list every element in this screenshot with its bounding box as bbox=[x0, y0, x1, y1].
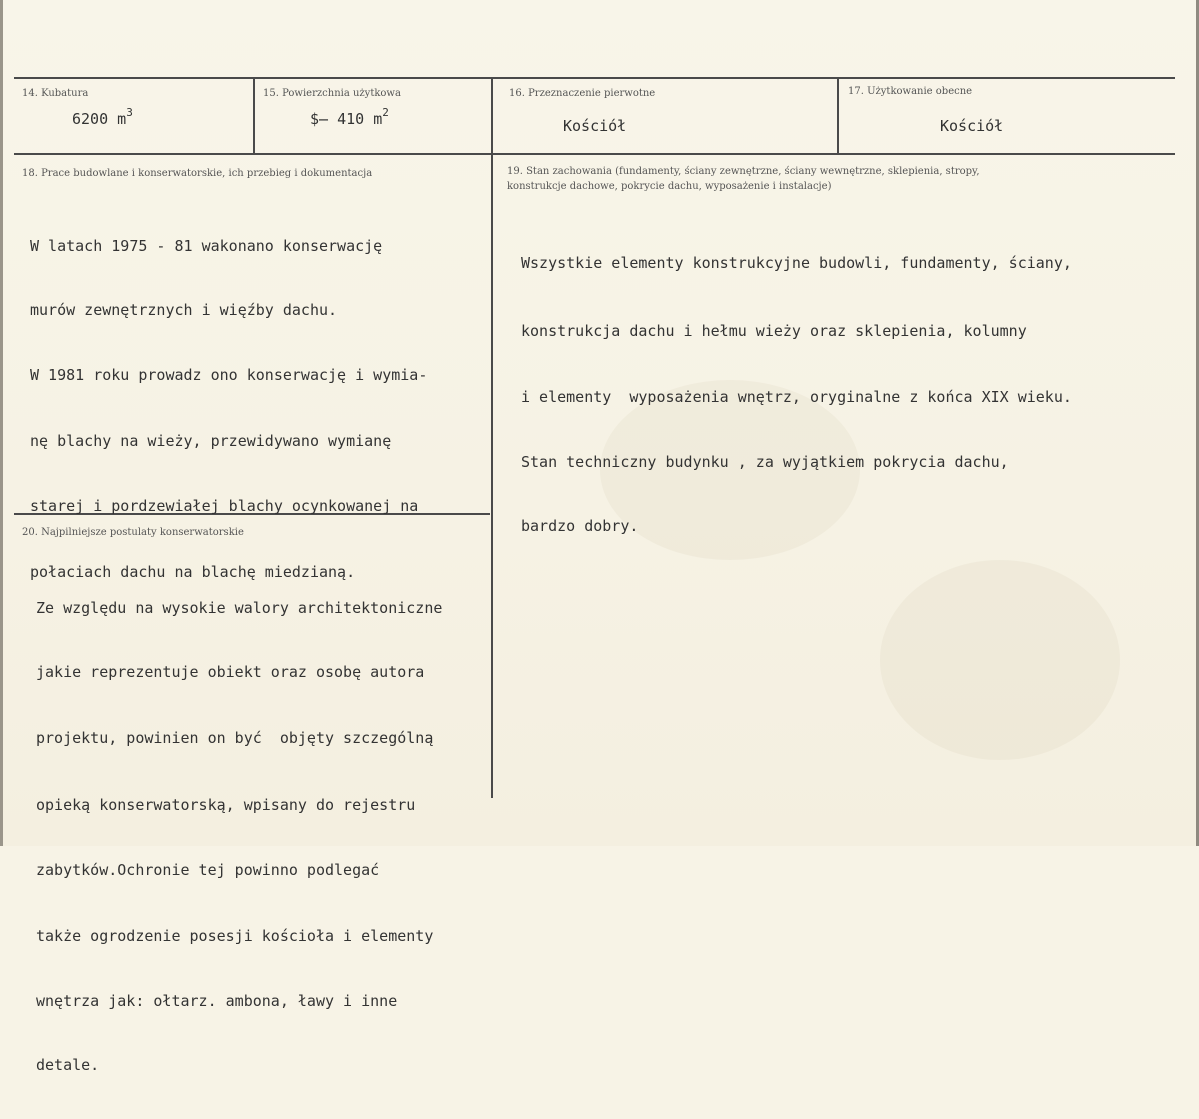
text-line: opieką konserwatorską, wpisany do rejestru bbox=[36, 796, 416, 814]
field-17-value: Kościół bbox=[940, 117, 1004, 135]
field-19-text bbox=[521, 206, 1072, 580]
paper-edge-left bbox=[0, 0, 3, 846]
text-line: także ogrodzenie posesji kościoła i elementy bbox=[36, 927, 434, 945]
field-14-label: 14. Kubatura bbox=[22, 88, 89, 99]
field-20-label: 20. Najpilniejsze postulaty konserwatorskie bbox=[22, 527, 244, 538]
top-rule bbox=[14, 77, 1175, 79]
text-line: Ze względu na wysokie walory architektoniczne bbox=[36, 599, 443, 617]
text-line: i elementy wyposażenia wnętrz, oryginalne z końca XIX wieku. bbox=[521, 388, 1072, 406]
text-line: projektu, powinien on być objęty szczególną bbox=[36, 729, 434, 747]
text-line: W latach 1975 - 81 wakonano konserwację bbox=[30, 237, 383, 255]
col-divider-main bbox=[491, 78, 493, 798]
field-16-value: Kościół bbox=[563, 117, 627, 135]
text-line: W 1981 roku prowadz ono konserwację i wymia- bbox=[30, 366, 428, 384]
field-20-text bbox=[36, 554, 442, 1119]
text-line: murów zewnętrznych i więźby dachu. bbox=[30, 301, 338, 319]
powierzchnia-value: 410 m bbox=[337, 110, 383, 128]
text-line: bardzo dobry. bbox=[521, 517, 639, 535]
text-line: wnętrza jak: ołtarz. ambona, ławy i inne bbox=[36, 992, 398, 1010]
field-16-label: 16. Przeznaczenie pierwotne bbox=[509, 88, 656, 99]
text-line: Wszystkie elementy konstrukcyjne budowli, fundamenty, ściany, bbox=[521, 254, 1072, 272]
text-line: nę blachy na wieży, przewidywano wymianę bbox=[30, 432, 392, 450]
row-divider bbox=[14, 153, 1175, 155]
unit-exponent: 2 bbox=[382, 106, 389, 119]
struck-out-character: $̶ bbox=[310, 110, 329, 128]
field-15-value bbox=[310, 106, 389, 128]
text-line: jakie reprezentuje obiekt oraz osobę autora bbox=[36, 663, 425, 681]
field-14-value bbox=[72, 106, 133, 128]
col-divider-1 bbox=[253, 78, 255, 154]
unit-exponent: 3 bbox=[126, 106, 133, 119]
field-15-label: 15. Powierzchnia użytkowa bbox=[263, 88, 401, 99]
paper-stain bbox=[880, 560, 1120, 760]
text-line: Stan techniczny budynku , za wyjątkiem pokrycia dachu, bbox=[521, 453, 1009, 471]
text-line: detale. bbox=[36, 1056, 100, 1074]
field-18-label: 18. Prace budowlane i konserwatorskie, ich przebieg i dokumentacja bbox=[22, 168, 373, 179]
field-19-label-line1: 19. Stan zachowania (fundamenty, ściany zewnętrzne, ściany wewnętrzne, sklepienia, stropy, bbox=[507, 166, 980, 177]
field-17-label: 17. Użytkowanie obecne bbox=[848, 86, 973, 97]
text-line: starej i pordzewiałej blachy ocynkowanej na bbox=[30, 497, 419, 515]
text-line: konstrukcja dachu i hełmu wieży oraz sklepienia, kolumny bbox=[521, 322, 1027, 340]
field-19-label-line2: konstrukcje dachowe, pokrycie dachu, wyposażenie i instalacje) bbox=[507, 181, 832, 192]
text-line: zabytków.Ochronie tej powinno podlegać bbox=[36, 861, 380, 879]
col-divider-3 bbox=[837, 78, 839, 154]
text-line: połaciach dachu na blachę miedzianą. bbox=[30, 563, 356, 581]
kubatura-value: 6200 m bbox=[72, 110, 127, 128]
